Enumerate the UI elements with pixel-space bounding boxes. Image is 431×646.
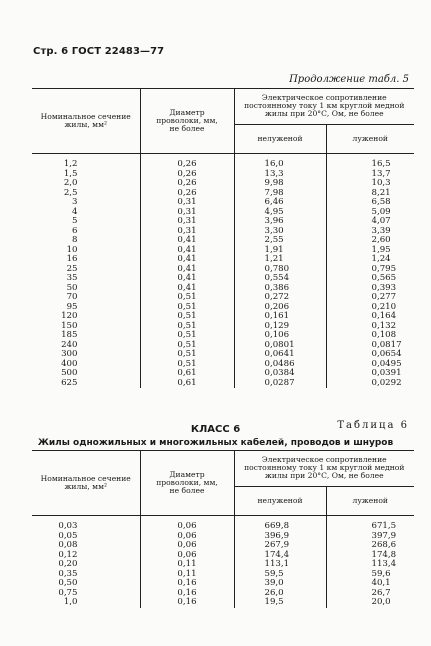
cell-diameter: 0,51 — [140, 322, 234, 332]
cell-diameter: 0,06 — [140, 522, 234, 532]
cell-section: 1,2 — [32, 160, 140, 170]
col-header-tinned: луженой — [326, 486, 414, 515]
cell-untinned: 267,9 — [234, 541, 326, 551]
cell-tinned: 4,07 — [371, 216, 391, 226]
cell-diameter: 0,51 — [140, 293, 234, 303]
cell-diameter: 0,06 — [140, 532, 234, 542]
cell-untinned: 0,780 — [234, 265, 326, 275]
cell-untinned: 0,129 — [234, 322, 326, 332]
col-header-section: Номинальное сечение жилы, мм² — [32, 451, 140, 516]
cell-untinned: 0,0486 — [234, 360, 326, 370]
cell-diameter: 0,31 — [140, 198, 234, 208]
table-row — [32, 379, 414, 389]
cell-tinned: 10,3 — [371, 178, 391, 188]
col-header-untinned: нелуженой — [234, 486, 326, 515]
cell-tinned: 0,0495 — [371, 358, 402, 369]
table-row — [32, 274, 414, 284]
table-5-body — [32, 154, 414, 389]
cell-tinned: 671,5 — [371, 521, 397, 531]
cell-tinned: 3,39 — [371, 225, 391, 236]
cell-untinned: 669,8 — [234, 522, 326, 532]
cell-diameter: 0,61 — [140, 369, 234, 379]
cell-diameter: 0,26 — [140, 179, 234, 189]
cell-untinned: 26,0 — [234, 589, 326, 599]
table-row — [32, 560, 414, 570]
table-row — [32, 255, 414, 265]
cell-diameter: 0,16 — [140, 579, 234, 589]
cell-untinned: 0,0641 — [234, 350, 326, 360]
cell-section: 1,0 — [32, 598, 140, 608]
cell-diameter: 0,51 — [140, 331, 234, 341]
cell-section: 16 — [32, 255, 140, 265]
cell-tinned: 59,6 — [371, 568, 391, 579]
cell-diameter: 0,26 — [140, 160, 234, 170]
cell-section: 4 — [32, 208, 140, 218]
cell-section: 500 — [32, 369, 140, 379]
cell-section: 70 — [32, 293, 140, 303]
cell-tinned: 40,1 — [371, 578, 391, 588]
table-row — [32, 227, 414, 237]
cell-untinned: 7,98 — [234, 189, 326, 199]
cell-untinned: 0,106 — [234, 331, 326, 341]
table-row — [32, 170, 414, 180]
table-row — [32, 341, 414, 351]
cell-untinned: 3,30 — [234, 227, 326, 237]
cell-untinned: 2,55 — [234, 236, 326, 246]
cell-tinned: 13,7 — [371, 168, 391, 179]
cell-section: 0,05 — [32, 532, 140, 542]
cell-section: 300 — [32, 350, 140, 360]
table-row — [32, 217, 414, 227]
cell-section: 5 — [32, 217, 140, 227]
cell-section: 0,20 — [32, 560, 140, 570]
cell-untinned: 1,91 — [234, 246, 326, 256]
cell-section: 0,12 — [32, 551, 140, 561]
table-6 — [32, 450, 414, 608]
table-row — [32, 160, 414, 170]
cell-untinned: 0,554 — [234, 274, 326, 284]
table-row — [32, 551, 414, 561]
cell-section: 240 — [32, 341, 140, 351]
cell-section: 150 — [32, 322, 140, 332]
cell-section: 1,5 — [32, 170, 140, 180]
cell-tinned: 0,277 — [371, 292, 397, 302]
cell-section: 0,08 — [32, 541, 140, 551]
cell-untinned: 0,0384 — [234, 369, 326, 379]
cell-diameter: 0,51 — [140, 350, 234, 360]
cell-tinned: 113,4 — [371, 559, 397, 569]
cell-untinned: 0,206 — [234, 303, 326, 313]
cell-untinned: 1,21 — [234, 255, 326, 265]
table-row — [32, 350, 414, 360]
table-row — [32, 293, 414, 303]
cell-untinned: 59,5 — [234, 570, 326, 580]
cell-untinned: 39,0 — [234, 579, 326, 589]
cell-diameter: 0,61 — [140, 379, 234, 389]
cell-tinned: 6,58 — [371, 197, 391, 207]
cell-tinned: 0,0391 — [371, 368, 402, 378]
table-row — [32, 189, 414, 199]
table-row — [32, 322, 414, 332]
cell-section: 50 — [32, 284, 140, 294]
table-number: Таблица 6 — [337, 420, 409, 431]
cell-diameter: 0,31 — [140, 217, 234, 227]
cell-diameter: 0,06 — [140, 551, 234, 561]
table-row — [32, 236, 414, 246]
cell-diameter: 0,41 — [140, 274, 234, 284]
cell-tinned: 0,210 — [371, 301, 397, 312]
table-row — [32, 179, 414, 189]
cell-diameter: 0,41 — [140, 246, 234, 256]
table-row — [32, 246, 414, 256]
cell-untinned: 113,1 — [234, 560, 326, 570]
cell-untinned: 0,0801 — [234, 341, 326, 351]
cell-tinned: 0,393 — [371, 282, 397, 293]
table-title: Жилы одножильных и многожильных кабелей, проводов и шнуров — [37, 438, 394, 448]
col-header-tinned: луженой — [326, 124, 414, 153]
cell-section: 0,35 — [32, 570, 140, 580]
table-5-continuation — [32, 88, 414, 388]
cell-untinned: 16,0 — [234, 160, 326, 170]
cell-tinned: 174,8 — [371, 549, 397, 560]
cell-section: 185 — [32, 331, 140, 341]
table-6-body — [32, 516, 414, 608]
cell-tinned: 16,5 — [371, 159, 391, 169]
table-continuation-caption: Продолжение табл. 5 — [289, 74, 409, 85]
cell-tinned: 1,95 — [371, 244, 391, 255]
cell-section: 0,50 — [32, 579, 140, 589]
cell-diameter: 0,41 — [140, 284, 234, 294]
cell-section: 2,5 — [32, 189, 140, 199]
cell-section: 6 — [32, 227, 140, 237]
cell-untinned: 4,95 — [234, 208, 326, 218]
table-row — [32, 369, 414, 379]
cell-untinned: 0,0287 — [234, 379, 326, 389]
cell-tinned: 0,0292 — [371, 377, 402, 388]
cell-untinned: 3,96 — [234, 217, 326, 227]
cell-tinned: 0,0817 — [371, 339, 402, 350]
col-header-resistance: Электрическое сопротивление постоянному току 1 км круглой медной жилы при 20°С, Ом, не более — [234, 89, 414, 125]
cell-tinned: 0,565 — [371, 273, 397, 283]
cell-section: 25 — [32, 265, 140, 275]
cell-diameter: 0,41 — [140, 236, 234, 246]
cell-section: 8 — [32, 236, 140, 246]
cell-section: 0,03 — [32, 522, 140, 532]
cell-section: 95 — [32, 303, 140, 313]
cell-tinned: 397,9 — [371, 530, 397, 541]
cell-tinned: 0,164 — [371, 311, 397, 321]
cell-tinned: 26,7 — [371, 587, 391, 598]
table-row — [32, 570, 414, 580]
col-header-untinned: нелуженой — [234, 124, 326, 153]
cell-diameter: 0,16 — [140, 589, 234, 599]
cell-diameter: 0,06 — [140, 541, 234, 551]
cell-diameter: 0,11 — [140, 570, 234, 580]
cell-section: 400 — [32, 360, 140, 370]
table-row — [32, 208, 414, 218]
table-row — [32, 198, 414, 208]
col-header-resistance: Электрическое сопротивление постоянному току 1 км круглой медной жилы при 20°С, Ом, не более — [234, 451, 414, 487]
class-title: КЛАСС 6 — [190, 424, 241, 435]
table-row — [32, 579, 414, 589]
table-row — [32, 522, 414, 532]
cell-untinned: 13,3 — [234, 170, 326, 180]
col-header-section: Номинальное сечение жилы, мм² — [32, 89, 140, 154]
cell-tinned: 0,108 — [371, 330, 397, 340]
cell-section: 0,75 — [32, 589, 140, 599]
col-header-diameter: Диаметр проволоки, мм, не более — [140, 451, 234, 516]
cell-tinned: 5,09 — [371, 206, 391, 217]
cell-section: 10 — [32, 246, 140, 256]
table-row — [32, 303, 414, 313]
table-row — [32, 360, 414, 370]
cell-untinned: 6,46 — [234, 198, 326, 208]
cell-diameter: 0,51 — [140, 360, 234, 370]
cell-tinned: 8,21 — [371, 187, 391, 198]
cell-diameter: 0,31 — [140, 208, 234, 218]
cell-diameter: 0,51 — [140, 303, 234, 313]
cell-tinned: 268,6 — [371, 540, 397, 550]
table-row — [32, 265, 414, 275]
cell-untinned: 174,4 — [234, 551, 326, 561]
table-row — [32, 312, 414, 322]
cell-diameter: 0,51 — [140, 312, 234, 322]
table-row — [32, 598, 414, 608]
table-row — [32, 589, 414, 599]
cell-tinned: 0,795 — [371, 263, 397, 274]
cell-diameter: 0,41 — [140, 255, 234, 265]
cell-section: 3 — [32, 198, 140, 208]
cell-diameter: 0,16 — [140, 598, 234, 608]
cell-tinned: 2,60 — [371, 235, 391, 245]
cell-diameter: 0,26 — [140, 170, 234, 180]
table-row — [32, 284, 414, 294]
table-row — [32, 532, 414, 542]
table-row — [32, 331, 414, 341]
col-header-diameter: Диаметр проволоки, мм, не более — [140, 89, 234, 154]
cell-untinned: 396,9 — [234, 532, 326, 542]
cell-tinned: 20,0 — [371, 597, 391, 607]
cell-untinned: 0,272 — [234, 293, 326, 303]
cell-untinned: 0,386 — [234, 284, 326, 294]
cell-diameter: 0,41 — [140, 265, 234, 275]
cell-diameter: 0,11 — [140, 560, 234, 570]
cell-tinned: 0,132 — [371, 320, 397, 331]
cell-diameter: 0,26 — [140, 189, 234, 199]
cell-section: 35 — [32, 274, 140, 284]
cell-untinned: 19,5 — [234, 598, 326, 608]
cell-section: 2,0 — [32, 179, 140, 189]
cell-diameter: 0,31 — [140, 227, 234, 237]
table-row — [32, 541, 414, 551]
cell-untinned: 9,98 — [234, 179, 326, 189]
cell-section: 625 — [32, 379, 140, 389]
cell-section: 120 — [32, 312, 140, 322]
cell-untinned: 0,161 — [234, 312, 326, 322]
cell-tinned: 1,24 — [371, 254, 391, 264]
cell-tinned: 0,0654 — [371, 349, 402, 359]
page-header: Стр. 6 ГОСТ 22483—77 — [33, 46, 165, 57]
cell-diameter: 0,51 — [140, 341, 234, 351]
